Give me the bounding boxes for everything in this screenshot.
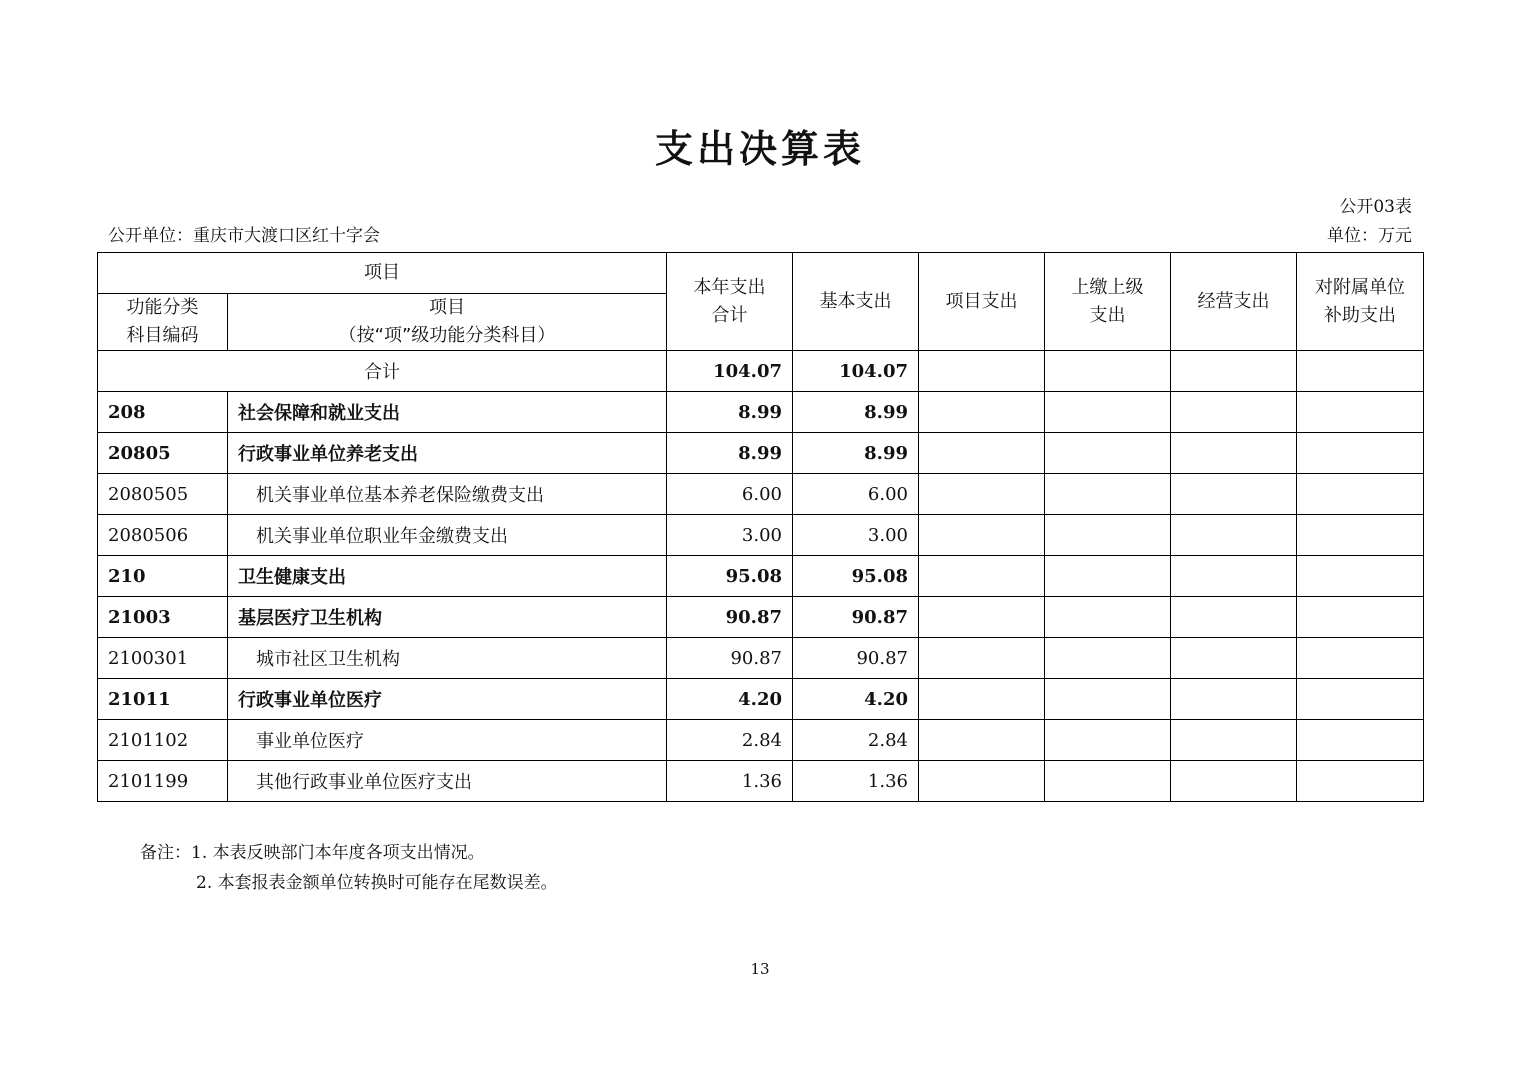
table-row	[98, 515, 1424, 556]
row-code: 208	[98, 392, 228, 433]
row-total: 1.36	[667, 761, 793, 802]
row-basic: 90.87	[793, 638, 919, 679]
row-basic: 90.87	[793, 597, 919, 638]
empty-cell	[1045, 351, 1171, 392]
row-code: 2100301	[98, 638, 228, 679]
total-row	[98, 351, 1424, 392]
row-name: 事业单位医疗	[228, 720, 667, 761]
empty-cell	[1297, 392, 1424, 433]
empty-cell	[1297, 679, 1424, 720]
empty-cell	[919, 720, 1045, 761]
empty-cell	[1297, 720, 1424, 761]
empty-cell	[1297, 638, 1424, 679]
row-total: 95.08	[667, 556, 793, 597]
row-name: 其他行政事业单位医疗支出	[228, 761, 667, 802]
table-row	[98, 433, 1424, 474]
row-total: 4.20	[667, 679, 793, 720]
row-code: 21003	[98, 597, 228, 638]
empty-cell	[1297, 515, 1424, 556]
empty-cell	[1171, 597, 1297, 638]
empty-cell	[1045, 433, 1171, 474]
row-basic: 8.99	[793, 433, 919, 474]
row-name: 基层医疗卫生机构	[228, 597, 667, 638]
empty-cell	[1045, 474, 1171, 515]
form-number: 公开03表	[1339, 197, 1412, 217]
empty-cell	[919, 515, 1045, 556]
header-basic: 基本支出	[793, 253, 919, 351]
row-total: 8.99	[667, 433, 793, 474]
empty-cell	[1045, 720, 1171, 761]
row-basic: 6.00	[793, 474, 919, 515]
currency-unit: 单位：万元	[1327, 226, 1412, 246]
empty-cell	[919, 761, 1045, 802]
row-total: 6.00	[667, 474, 793, 515]
empty-cell	[1045, 556, 1171, 597]
table-row	[98, 679, 1424, 720]
header-subsidy: 对附属单位 补助支出	[1297, 253, 1424, 351]
row-total: 90.87	[667, 597, 793, 638]
empty-cell	[919, 597, 1045, 638]
row-code: 2080505	[98, 474, 228, 515]
row-code: 21011	[98, 679, 228, 720]
row-code: 210	[98, 556, 228, 597]
table-row	[98, 556, 1424, 597]
empty-cell	[919, 556, 1045, 597]
row-basic: 1.36	[793, 761, 919, 802]
empty-cell	[1171, 392, 1297, 433]
row-name: 社会保障和就业支出	[228, 392, 667, 433]
note-2: 2. 本套报表金额单位转换时可能存在尾数误差。	[196, 873, 558, 893]
note-1: 备注：1. 本表反映部门本年度各项支出情况。	[140, 843, 485, 863]
row-name: 机关事业单位职业年金缴费支出	[228, 515, 667, 556]
header-code: 功能分类 科目编码	[98, 294, 228, 351]
empty-cell	[1297, 351, 1424, 392]
expenditure-table	[97, 252, 1424, 802]
empty-cell	[1045, 515, 1171, 556]
table-row	[98, 761, 1424, 802]
row-total: 8.99	[667, 392, 793, 433]
row-name: 机关事业单位基本养老保险缴费支出	[228, 474, 667, 515]
empty-cell	[1045, 679, 1171, 720]
empty-cell	[1171, 638, 1297, 679]
reporting-unit: 公开单位：重庆市大渡口区红十字会	[108, 226, 380, 246]
row-basic: 2.84	[793, 720, 919, 761]
row-basic: 4.20	[793, 679, 919, 720]
empty-cell	[1297, 597, 1424, 638]
row-code: 2080506	[98, 515, 228, 556]
empty-cell	[1171, 720, 1297, 761]
header-project-expenditure: 项目支出	[919, 253, 1045, 351]
empty-cell	[1045, 597, 1171, 638]
empty-cell	[1045, 392, 1171, 433]
table-row	[98, 392, 1424, 433]
total-amount: 104.07	[667, 351, 793, 392]
row-code: 20805	[98, 433, 228, 474]
empty-cell	[1171, 351, 1297, 392]
row-total: 3.00	[667, 515, 793, 556]
row-code: 2101102	[98, 720, 228, 761]
empty-cell	[1171, 474, 1297, 515]
empty-cell	[919, 638, 1045, 679]
total-basic: 104.07	[793, 351, 919, 392]
empty-cell	[919, 351, 1045, 392]
header-total: 本年支出 合计	[667, 253, 793, 351]
notes	[140, 838, 558, 898]
header-upper-payment: 上缴上级 支出	[1045, 253, 1171, 351]
empty-cell	[919, 474, 1045, 515]
empty-cell	[919, 679, 1045, 720]
table-row	[98, 474, 1424, 515]
row-code: 2101199	[98, 761, 228, 802]
empty-cell	[1297, 474, 1424, 515]
empty-cell	[1171, 515, 1297, 556]
page-number: 13	[750, 960, 770, 978]
table-row	[98, 597, 1424, 638]
row-name: 行政事业单位养老支出	[228, 433, 667, 474]
empty-cell	[1171, 679, 1297, 720]
table-row	[98, 720, 1424, 761]
empty-cell	[1297, 433, 1424, 474]
row-total: 90.87	[667, 638, 793, 679]
header-business: 经营支出	[1171, 253, 1297, 351]
header-item: 项目 （按“项”级功能分类科目）	[228, 294, 667, 351]
empty-cell	[1045, 761, 1171, 802]
empty-cell	[1171, 433, 1297, 474]
row-total: 2.84	[667, 720, 793, 761]
empty-cell	[1297, 761, 1424, 802]
empty-cell	[1045, 638, 1171, 679]
row-name: 卫生健康支出	[228, 556, 667, 597]
empty-cell	[919, 392, 1045, 433]
empty-cell	[1171, 761, 1297, 802]
empty-cell	[1297, 556, 1424, 597]
header-project: 项目	[98, 253, 667, 294]
header-row	[98, 253, 1424, 294]
page-title: 支出决算表	[654, 127, 865, 171]
row-name: 城市社区卫生机构	[228, 638, 667, 679]
row-name: 行政事业单位医疗	[228, 679, 667, 720]
total-label: 合计	[98, 351, 667, 392]
row-basic: 8.99	[793, 392, 919, 433]
table-row	[98, 638, 1424, 679]
row-basic: 95.08	[793, 556, 919, 597]
empty-cell	[919, 433, 1045, 474]
empty-cell	[1171, 556, 1297, 597]
row-basic: 3.00	[793, 515, 919, 556]
